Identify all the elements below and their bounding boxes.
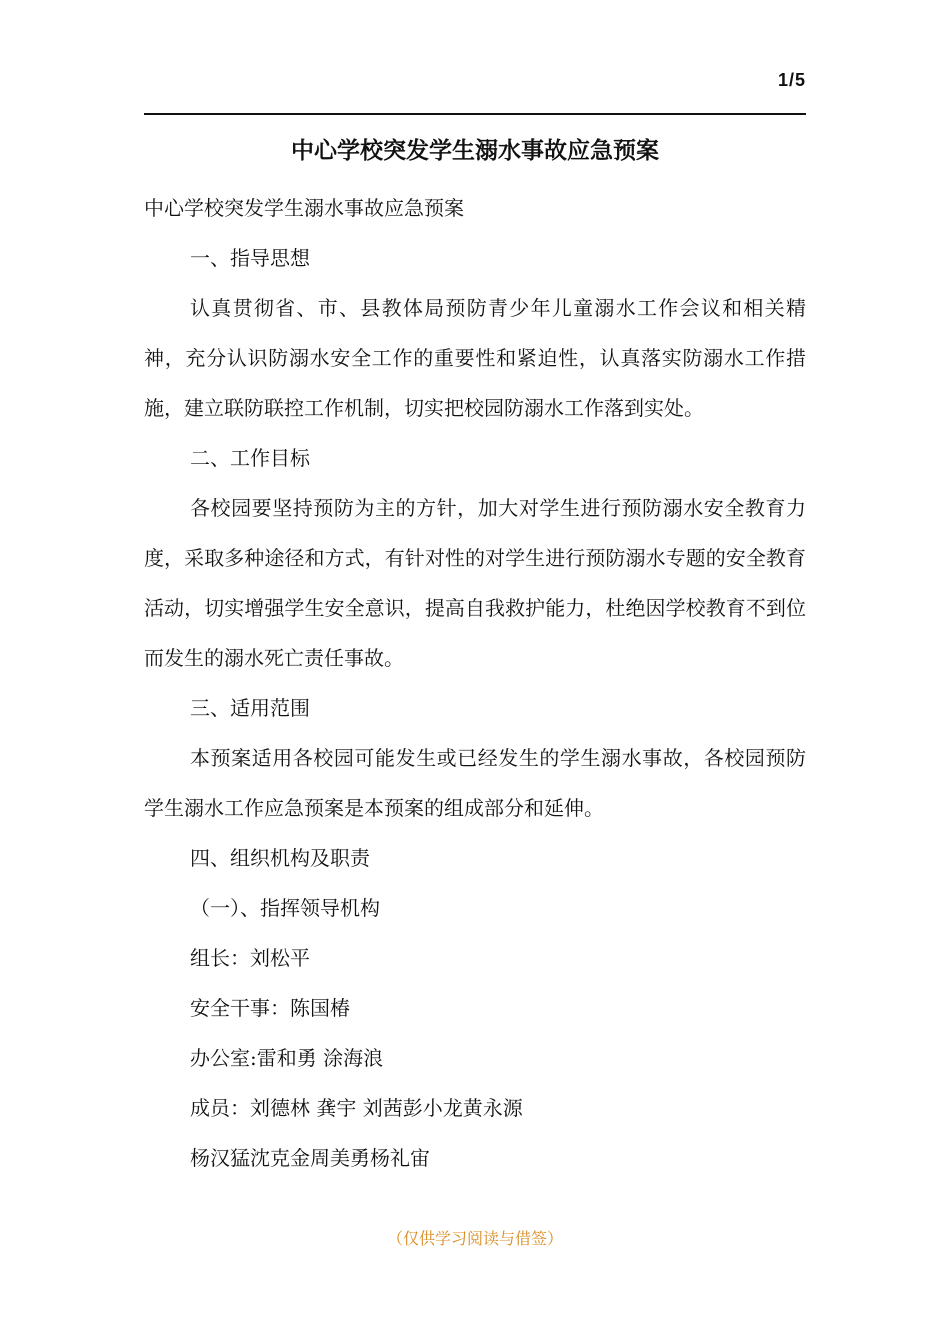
- footer-note: （仅供学习阅读与借签）: [386, 1229, 563, 1248]
- subsection-heading-command: （一）、指挥领导机构: [190, 896, 380, 920]
- section-heading-guiding-ideology: 一、指导思想: [190, 246, 310, 270]
- document-title: 中心学校突发学生溺水事故应急预案: [291, 138, 659, 164]
- section-heading-scope: 三、适用范围: [190, 696, 310, 720]
- paragraph-guiding-ideology: 认真贯彻省、市、县教体局预防青少年儿童溺水工作会议和相关精神，充分认识防溺水安全工作的重要性和紧迫性，认真落实防溺水工作措施，建立联防联控工作机制，切实把校园防溺水工作落到实处。: [144, 296, 806, 420]
- office-line: 办公室:雷和勇 涂海浪: [190, 1046, 384, 1070]
- page-number: 1/5: [777, 70, 806, 90]
- subtitle-line: 中心学校突发学生溺水事故应急预案: [144, 196, 464, 220]
- safety-officer-line: 安全干事：陈国椿: [190, 996, 350, 1020]
- members-line: 成员：刘德林 龚宇 刘茜彭小龙黄永源: [190, 1096, 523, 1120]
- paragraph-work-goals: 各校园要坚持预防为主的方针，加大对学生进行预防溺水安全教育力度，采取多种途径和方式，有针对性的对学生进行预防溺水专题的安全教育活动，切实增强学生安全意识，提高自我救护能力，杜绝因学校教育不到位而发生的溺水死亡责任事故。: [144, 496, 806, 670]
- paragraph-scope: 本预案适用各校园可能发生或已经发生的学生溺水事故，各校园预防学生溺水工作应急预案是本预案的组成部分和延伸。: [144, 746, 806, 820]
- team-leader-line: 组长：刘松平: [190, 946, 310, 970]
- section-heading-work-goals: 二、工作目标: [190, 446, 310, 470]
- header-divider: [144, 113, 806, 115]
- document-body: [144, 183, 806, 1183]
- section-heading-organization: 四、组织机构及职责: [190, 846, 370, 870]
- members-line-continued: 杨汉猛沈克金周美勇杨礼宙: [190, 1146, 430, 1170]
